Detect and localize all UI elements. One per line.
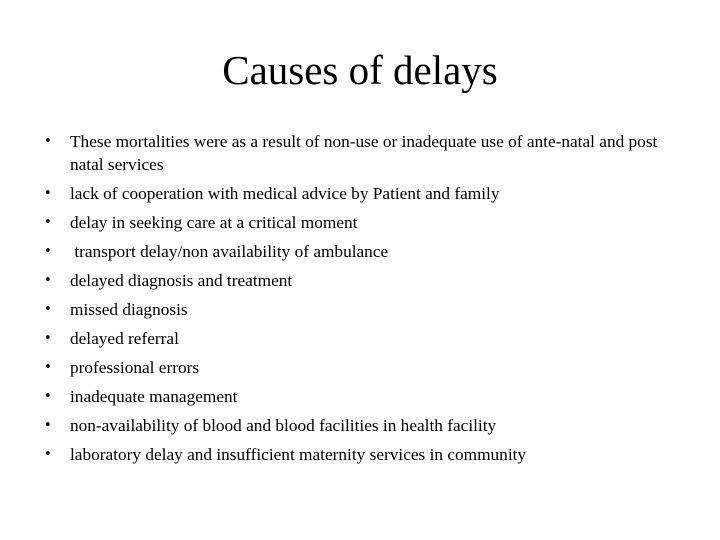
- bullet-item: [44, 385, 684, 408]
- bullet-text: inadequate management: [70, 387, 238, 406]
- bullet-text: delayed diagnosis and treatment: [70, 271, 293, 290]
- slide-title: Causes of delays: [222, 47, 498, 93]
- bullet-item: [44, 182, 684, 205]
- bullet-text: delay in seeking care at a critical moment: [70, 213, 358, 232]
- bullet-dot-icon: •: [44, 447, 52, 462]
- bullet-item: [44, 240, 684, 263]
- bullet-text: professional errors: [70, 358, 200, 377]
- bullet-dot-icon: •: [44, 360, 52, 375]
- bullet-dot-icon: •: [44, 134, 52, 149]
- bullet-text: delayed referral: [70, 329, 179, 348]
- bullet-item: [44, 211, 684, 234]
- bullet-item: [44, 414, 684, 437]
- bullet-item: [44, 298, 684, 321]
- bullet-text: non-availability of blood and blood facilities in health facility: [70, 416, 497, 435]
- bullet-dot-icon: •: [44, 331, 52, 346]
- bullet-item: [44, 130, 684, 176]
- bullet-dot-icon: •: [44, 302, 52, 317]
- bullet-text: missed diagnosis: [70, 300, 188, 319]
- bullet-dot-icon: •: [44, 215, 52, 230]
- bullet-dot-icon: •: [44, 186, 52, 201]
- bullet-text: transport delay/non availability of ambulance: [70, 242, 389, 261]
- bullet-list: [44, 130, 684, 472]
- bullet-item: [44, 269, 684, 292]
- bullet-dot-icon: •: [44, 389, 52, 404]
- bullet-text: laboratory delay and insufficient maternity services in community: [70, 445, 527, 464]
- bullet-dot-icon: •: [44, 273, 52, 288]
- bullet-text: lack of cooperation with medical advice by Patient and family: [70, 184, 500, 203]
- bullet-item: [44, 356, 684, 379]
- bullet-dot-icon: •: [44, 244, 52, 259]
- bullet-dot-icon: •: [44, 418, 52, 433]
- bullet-text: These mortalities were as a result of non-use or inadequate use of ante-natal and post natal services: [70, 132, 658, 174]
- bullet-item: [44, 327, 684, 350]
- bullet-item: [44, 443, 684, 466]
